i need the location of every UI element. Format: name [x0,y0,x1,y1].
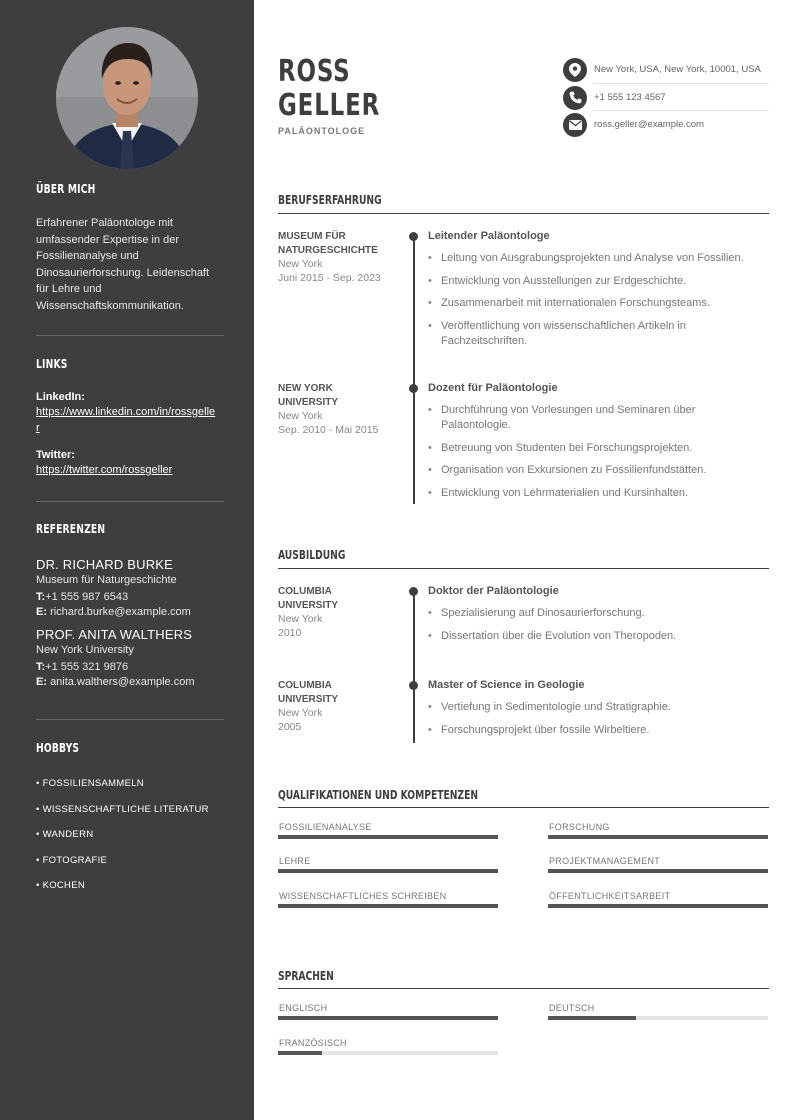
language-item [278,1003,499,1020]
education-entry [428,679,769,745]
language-bar-fill [548,1016,636,1020]
skill-label: FOSSILIENANALYSE [279,822,372,832]
skill-label: WISSENSCHAFTLICHES SCHREIBEN [279,891,447,901]
education-entry [428,585,769,651]
first-name: ROSS [278,54,351,89]
skill-bar-fill [548,869,768,873]
hobby-item: • KOCHEN [36,880,86,891]
graduation-year: 2005 [278,721,302,733]
skill-bar-fill [278,869,498,873]
phone-label: T: [36,591,46,603]
about-section [36,182,224,314]
responsibility-item: • Entwicklung von Ausstellungen zur Erdgeschichte. [428,274,769,289]
language-label: FRANZÖSISCH [279,1038,347,1048]
phone-label: T: [36,661,46,673]
skill-item [278,822,499,839]
phone-icon [563,86,587,110]
contact-phone-text: +1 555 123 4567 [594,92,666,103]
profile-photo [56,27,198,169]
email-value: anita.walthers@example.com [50,676,195,688]
language-label: ENGLISCH [279,1003,328,1013]
timeline-line [413,236,415,504]
mail-icon [563,113,587,137]
employer-location: New York [278,410,323,422]
hobby-item: • FOSSILIENSAMMELN [36,778,144,789]
employment-dates: Sep. 2010 - Mai 2015 [278,424,379,436]
employer-name: MUSEUM FÜR NATURGESCHICHTE [278,231,378,256]
reference-phone [36,661,224,673]
about-heading: ÜBER MICH [36,182,96,196]
contact-phone [563,84,769,111]
skill-bar-track [548,869,768,873]
language-item [548,1003,769,1020]
location-pin-icon [563,58,587,82]
reference-item [36,627,224,688]
linkedin-label: LinkedIn: [36,391,85,403]
experience-entry-meta [278,382,398,437]
hobby-item: • WANDERN [36,829,94,840]
timeline-line [413,591,415,743]
position-title: Leitender Paläontologe [428,230,550,242]
contact-address-text: New York, USA, New York, 10001, USA [594,64,761,75]
references-heading: REFERENZEN [36,522,106,536]
responsibility-item: • Organisation von Exkursionen zu Fossilienfundstätten. [428,463,769,478]
contact-address [563,56,769,83]
employer-location: New York [278,258,323,270]
employer-name: NEW YORK UNIVERSITY [278,383,339,408]
reference-phone [36,591,224,603]
responsibility-list [428,251,769,349]
responsibility-item: • Veröffentlichung von wissenschaftlichen Artikeln in Fachzeitschriften. [428,319,728,349]
institution-location: New York [278,613,323,625]
section-rule [278,988,769,989]
reference-email [36,676,224,688]
skill-item [548,891,769,908]
skill-item [548,822,769,839]
section-rule [278,568,769,569]
skill-label: ÖFFENTLICHKEITSARBEIT [549,891,671,901]
job-title: PALÄONTOLOGE [278,126,366,136]
language-bar-fill [278,1016,498,1020]
experience-heading: BERUFSERFAHRUNG [278,193,382,207]
education-details-list [428,700,769,738]
institution-location: New York [278,707,323,719]
education-detail-item: • Forschungsprojekt über fossile Wirbeltiere. [428,723,769,738]
section-rule [278,213,769,214]
timeline-dot [409,384,418,393]
responsibility-item: • Zusammenarbeit mit internationalen Forschungsteams. [428,296,769,311]
skill-bar-track [278,835,498,839]
responsibility-item: • Durchführung von Vorlesungen und Seminaren über Paläontologie. [428,403,728,433]
education-heading: AUSBILDUNG [278,548,346,562]
experience-entry-meta [278,230,398,285]
email-value: richard.burke@example.com [50,606,191,618]
links-heading: LINKS [36,357,68,371]
hobby-list [36,778,224,906]
graduation-year: 2010 [278,627,302,639]
responsibility-item: • Leitung von Ausgrabungsprojekten und Analyse von Fossilien. [428,251,769,266]
skills-heading: QUALIFIKATIONEN UND KOMPETENZEN [278,788,479,802]
hobbies-section [36,741,224,906]
skill-bar-fill [278,904,498,908]
language-item [278,1038,499,1055]
education-details-list [428,606,769,644]
email-label: E: [36,676,47,688]
education-entry-meta [278,679,398,734]
responsibility-list [428,403,769,501]
phone-value: +1 555 321 9876 [45,661,129,673]
language-bar-track [548,1016,768,1020]
skill-label: FORSCHUNG [549,822,610,832]
education-detail-item: • Dissertation über die Evolution von Theropoden. [428,629,769,644]
timeline-dot [409,232,418,241]
languages-heading: SPRACHEN [278,969,334,983]
reference-name: PROF. ANITA WALTHERS [36,627,193,642]
twitter-label: Twitter: [36,449,75,461]
education-detail-item: • Vertiefung in Sedimentologie und Stratigraphie. [428,700,769,715]
section-rule [278,807,769,808]
language-bar-track [278,1051,498,1055]
about-text: Erfahrener Paläontologe mit umfassender Expertise in der Fossilienanalyse und Dinosaurierforschung. Leidenschaft für Lehre und Wissenschaftskommunikation. [36,217,210,312]
language-bar-fill [278,1051,322,1055]
hobby-item: • FOTOGRAFIE [36,854,108,866]
email-label: E: [36,606,47,618]
reference-name: DR. RICHARD BURKE [36,557,174,572]
phone-value: +1 555 987 6543 [45,591,129,603]
skill-bar-fill [278,835,498,839]
reference-email [36,606,224,618]
last-name: GELLER [278,88,381,123]
references-section [36,522,224,688]
language-bar-track [278,1016,498,1020]
degree-title: Doktor der Paläontologie [428,585,559,597]
twitter-link[interactable]: https://twitter.com/rossgeller [36,464,173,476]
reference-org: New York University [36,644,134,656]
links-section [36,357,224,479]
contact-email-text: ross.geller@example.com [594,119,704,130]
skill-bar-fill [548,835,768,839]
responsibility-item: • Entwicklung von Lehrmaterialien und Kursinhalten. [428,486,769,501]
contact-email [563,111,769,138]
timeline-dot [409,681,418,690]
skill-bar-track [278,904,498,908]
timeline-dot [409,587,418,596]
education-entry-meta [278,585,398,640]
link-item-linkedin [36,391,224,436]
skill-bar-track [548,835,768,839]
sidebar-divider [36,335,224,336]
hobbies-heading: HOBBYS [36,741,80,755]
skill-item [278,891,499,908]
skill-bar-fill [548,904,768,908]
education-detail-item: • Spezialisierung auf Dinosaurierforschung. [428,606,769,621]
language-label: DEUTSCH [549,1003,595,1013]
reference-org: Museum für Naturgeschichte [36,574,177,586]
skill-item [278,856,499,873]
hobby-item: • WISSENSCHAFTLICHE LITERATUR [36,803,209,815]
link-item-twitter [36,449,224,479]
experience-entry [428,382,769,508]
skill-label: LEHRE [279,856,311,866]
degree-title: Master of Science in Geologie [428,679,585,691]
skill-bar-track [548,904,768,908]
employment-dates: Juni 2015 - Sep. 2023 [278,272,381,284]
position-title: Dozent für Paläontologie [428,382,558,394]
institution-name: COLUMBIA UNIVERSITY [278,586,339,611]
reference-item [36,557,224,618]
linkedin-link[interactable]: https://www.linkedin.com/in/rossgeller [36,406,216,434]
sidebar-divider [36,719,224,720]
institution-name: COLUMBIA UNIVERSITY [278,680,339,705]
skill-item [548,856,769,873]
sidebar-divider [36,501,224,502]
skill-bar-track [278,869,498,873]
skill-label: PROJEKTMANAGEMENT [549,856,661,866]
responsibility-item: • Betreuung von Studenten bei Forschungsprojekten. [428,441,769,456]
experience-entry [428,230,769,356]
